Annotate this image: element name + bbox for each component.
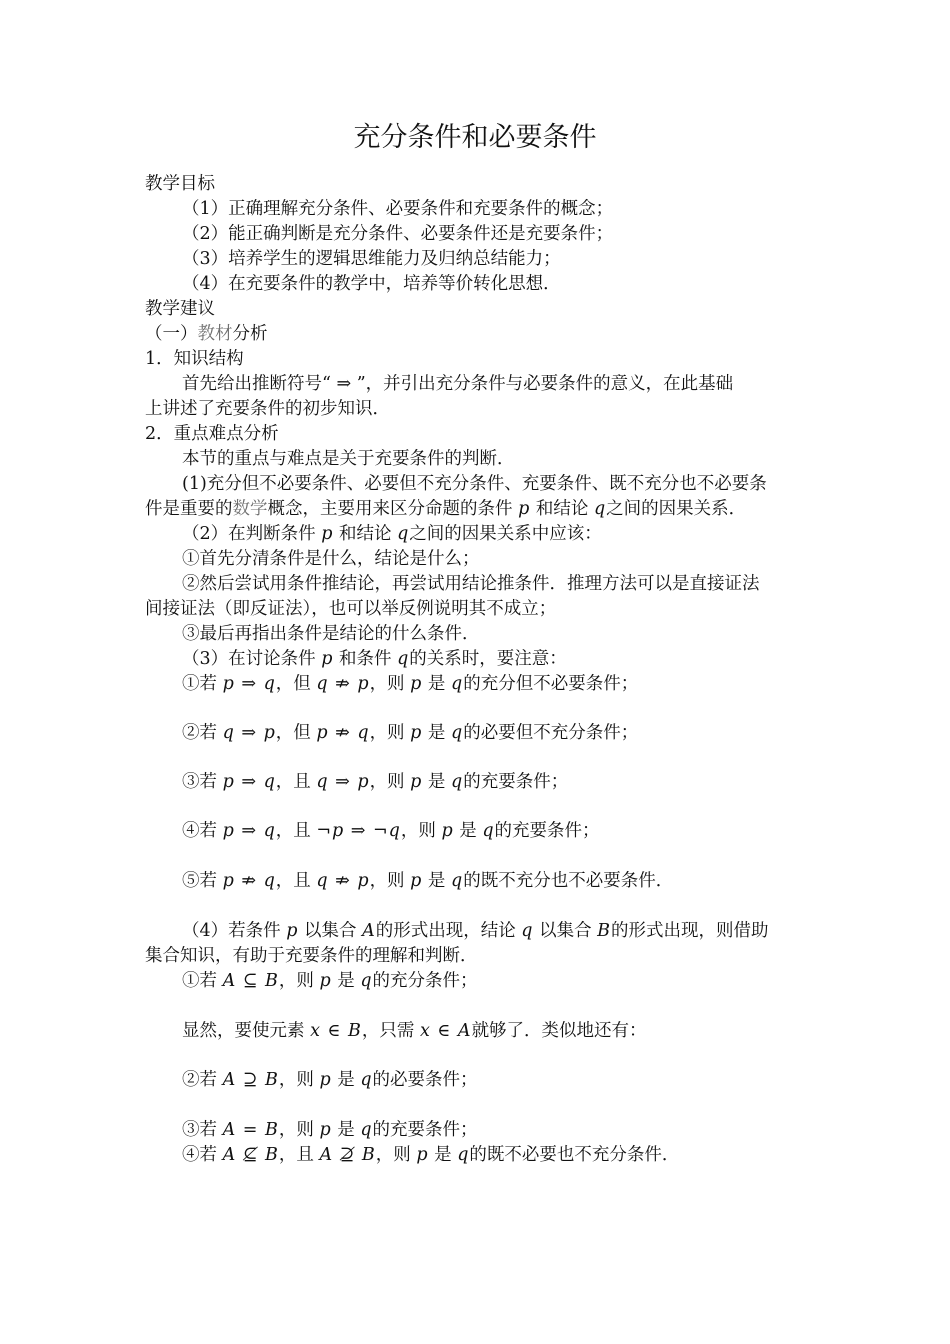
math-var: q bbox=[360, 1120, 373, 1140]
paragraph-line: 集合知识，有助于充要条件的理解和判断． bbox=[145, 946, 478, 966]
set-rule bbox=[182, 970, 478, 992]
paragraph-line: ③最后再指出条件是结论的什么条件． bbox=[182, 624, 480, 644]
text-run: 就够了．类似地还有： bbox=[471, 1021, 647, 1041]
text-run: ③若 bbox=[182, 772, 217, 792]
text-run: 的必要但不充分条件； bbox=[463, 723, 639, 743]
subsection-heading bbox=[145, 323, 268, 345]
math-expr: q ⇒ p bbox=[222, 723, 276, 743]
paragraph-line: 本节的重点与难点是关于充要条件的判断． bbox=[182, 449, 515, 469]
text-run: 是 bbox=[337, 1120, 355, 1140]
text-run: ，则 bbox=[375, 1145, 411, 1165]
math-var: p bbox=[410, 871, 423, 891]
text-run: 之间的因果关系． bbox=[606, 499, 747, 519]
text-run: 以集合 bbox=[539, 921, 592, 941]
text-run: 是 bbox=[459, 821, 477, 841]
subsection-link-text: 教材 bbox=[197, 324, 233, 344]
math-expr: ¬p ⇒ ¬q bbox=[316, 821, 401, 841]
math-var: q bbox=[397, 524, 410, 544]
math-expr: A ⊈ B bbox=[222, 1145, 279, 1165]
text-run: 以集合 bbox=[304, 921, 357, 941]
text-run: 的充要条件； bbox=[494, 821, 600, 841]
text-run: ，且 bbox=[275, 772, 311, 792]
math-var: q bbox=[457, 1145, 470, 1165]
objective-item: （3）培养学生的逻辑思维能力及归纳总结能力； bbox=[182, 249, 561, 269]
condition-rule bbox=[182, 673, 638, 695]
math-expr: p ⇒ q bbox=[222, 772, 276, 792]
text-run: ，则 bbox=[369, 871, 405, 891]
math-var: q bbox=[451, 871, 464, 891]
key-points-heading: 2．重点难点分析 bbox=[145, 424, 279, 444]
math-var: q bbox=[397, 649, 410, 669]
math-var: q bbox=[482, 821, 495, 841]
text-run: 概念，主要用来区分命题的条件 bbox=[267, 499, 513, 519]
math-var: p bbox=[319, 1070, 332, 1090]
paragraph-line: 间接证法（即反证法），也可以举反例说明其不成立； bbox=[145, 599, 557, 619]
text-run: ②若 bbox=[182, 1070, 217, 1090]
text-run: ④若 bbox=[182, 821, 217, 841]
math-expr: A ⊇ B bbox=[222, 1070, 279, 1090]
paragraph-line: 上讲述了充要条件的初步知识． bbox=[145, 399, 390, 419]
text-run: ，则 bbox=[400, 821, 436, 841]
math-expr: A = B bbox=[222, 1120, 279, 1140]
math-var: q bbox=[451, 674, 464, 694]
math-expr: p ⇒ q bbox=[222, 674, 276, 694]
math-var: p bbox=[441, 821, 454, 841]
math-var: q bbox=[451, 723, 464, 743]
text-run: ，则 bbox=[369, 674, 405, 694]
text-run: ，只需 bbox=[361, 1021, 415, 1041]
math-var: p bbox=[321, 649, 334, 669]
math-expr: A ⊆ B bbox=[222, 971, 279, 991]
text-run: ，则 bbox=[369, 772, 405, 792]
text-run: 的充要条件； bbox=[372, 1120, 478, 1140]
paragraph-line: ②然后尝试用条件推结论，再尝试用结论推条件．推理方法可以是直接证法 bbox=[182, 574, 760, 594]
text-run: 的必要条件； bbox=[372, 1070, 478, 1090]
paragraph-line bbox=[182, 648, 567, 670]
paragraph-line: 首先给出推断符号“ ⇒ ”，并引出充分条件与必要条件的意义，在此基础 bbox=[182, 374, 734, 394]
set-rule bbox=[182, 1119, 478, 1141]
math-var: p bbox=[416, 1145, 429, 1165]
paragraph-line bbox=[182, 523, 602, 545]
math-var: p bbox=[410, 674, 423, 694]
text-run: ，但 bbox=[275, 723, 311, 743]
text-run: ，则 bbox=[369, 723, 405, 743]
subsection-suffix: 分析 bbox=[232, 324, 268, 344]
text-run: 的既不必要也不充分条件． bbox=[469, 1145, 680, 1165]
math-expr: q ⇏ p bbox=[316, 674, 370, 694]
text-run: 显然，要使元素 bbox=[182, 1021, 305, 1041]
math-var: q bbox=[593, 499, 607, 519]
math-var: q bbox=[360, 1070, 373, 1090]
text-run: ⑤若 bbox=[182, 871, 217, 891]
text-run: ，且 bbox=[278, 1145, 314, 1165]
math-expr: p ⇏ q bbox=[222, 871, 276, 891]
math-var: p bbox=[319, 1120, 332, 1140]
text-run: 是 bbox=[427, 674, 446, 694]
page-title: 充分条件和必要条件 bbox=[353, 122, 597, 153]
condition-rule bbox=[182, 870, 673, 892]
math-var: q bbox=[451, 772, 464, 792]
math-expr: x ∈ B bbox=[310, 1021, 362, 1041]
math-var: p bbox=[321, 524, 334, 544]
text-run: （4）若条件 bbox=[182, 921, 281, 941]
text-run: ①若 bbox=[182, 674, 217, 694]
text-run: ，则 bbox=[278, 1120, 314, 1140]
text-run: ，且 bbox=[275, 821, 311, 841]
section-heading-objectives: 教学目标 bbox=[145, 174, 215, 194]
set-rule bbox=[182, 1069, 478, 1091]
condition-rule bbox=[182, 722, 638, 744]
text-run: 的充分但不必要条件； bbox=[463, 674, 639, 694]
text-run: （3）在讨论条件 bbox=[182, 649, 316, 669]
text-run: 的形式出现，则借助 bbox=[611, 921, 769, 941]
subsection-prefix: （一） bbox=[145, 324, 198, 344]
math-expr: x ∈ A bbox=[419, 1021, 472, 1041]
text-run: ④若 bbox=[182, 1145, 217, 1165]
math-var: p bbox=[410, 772, 423, 792]
text-run: ，但 bbox=[275, 674, 311, 694]
text-run: 的关系时，要注意： bbox=[409, 649, 567, 669]
condition-rule bbox=[182, 771, 568, 793]
text-run: 的充分条件； bbox=[372, 971, 478, 991]
math-var: q bbox=[521, 921, 534, 941]
text-run: ，则 bbox=[278, 1070, 314, 1090]
text-run: 和条件 bbox=[339, 649, 392, 669]
text-run: ②若 bbox=[182, 723, 217, 743]
paragraph-line bbox=[182, 920, 769, 942]
text-run: 是 bbox=[337, 971, 355, 991]
text-run: 是 bbox=[427, 871, 446, 891]
objective-item: （4）在充要条件的教学中，培养等价转化思想． bbox=[182, 274, 561, 294]
text-run: ，且 bbox=[275, 871, 311, 891]
text-run: 是 bbox=[427, 772, 446, 792]
text-run: 件是重要的 bbox=[145, 499, 233, 519]
text-run: 和结论 bbox=[339, 524, 392, 544]
math-var: A bbox=[362, 921, 376, 941]
text-run: 的形式出现，结论 bbox=[375, 921, 516, 941]
text-run: 是 bbox=[427, 723, 446, 743]
text-run: 之间的因果关系中应该： bbox=[409, 524, 602, 544]
math-var: p bbox=[410, 723, 423, 743]
math-expr: p ⇒ q bbox=[222, 821, 276, 841]
text-run: 是 bbox=[434, 1145, 452, 1165]
link-text: 数学 bbox=[232, 499, 268, 519]
math-expr: q ⇒ p bbox=[316, 772, 370, 792]
objective-item: （2）能正确判断是充分条件、必要条件还是充要条件； bbox=[182, 224, 614, 244]
math-var: B bbox=[597, 921, 612, 941]
condition-rule bbox=[182, 820, 600, 842]
text-run: 是 bbox=[337, 1070, 355, 1090]
text-run: ③若 bbox=[182, 1120, 217, 1140]
math-expr: A ⊉ B bbox=[319, 1145, 376, 1165]
section-heading-suggestions: 教学建议 bbox=[145, 299, 215, 319]
paragraph-line: (1)充分但不必要条件、必要但不充分条件、充要条件、既不充分也不必要条 bbox=[182, 474, 767, 494]
math-var: p bbox=[319, 971, 332, 991]
math-expr: q ⇏ p bbox=[316, 871, 370, 891]
paragraph-line bbox=[145, 498, 746, 520]
paragraph-line bbox=[182, 1020, 647, 1042]
paragraph-line: ①首先分清条件是什么，结论是什么； bbox=[182, 549, 480, 569]
text-run: 的既不充分也不必要条件． bbox=[463, 871, 674, 891]
math-expr: p ⇏ q bbox=[316, 723, 370, 743]
math-var: p bbox=[286, 921, 299, 941]
text-run: 的充要条件； bbox=[463, 772, 569, 792]
set-rule bbox=[182, 1144, 679, 1166]
knowledge-structure-heading: 1．知识结构 bbox=[145, 349, 244, 369]
math-var: q bbox=[360, 971, 373, 991]
text-run: ①若 bbox=[182, 971, 217, 991]
text-run: ，则 bbox=[278, 971, 314, 991]
math-var: p bbox=[518, 499, 531, 519]
text-run: 和结论 bbox=[535, 499, 589, 519]
objective-item: （1）正确理解充分条件、必要条件和充要条件的概念； bbox=[182, 199, 614, 219]
text-run: （2）在判断条件 bbox=[182, 524, 316, 544]
